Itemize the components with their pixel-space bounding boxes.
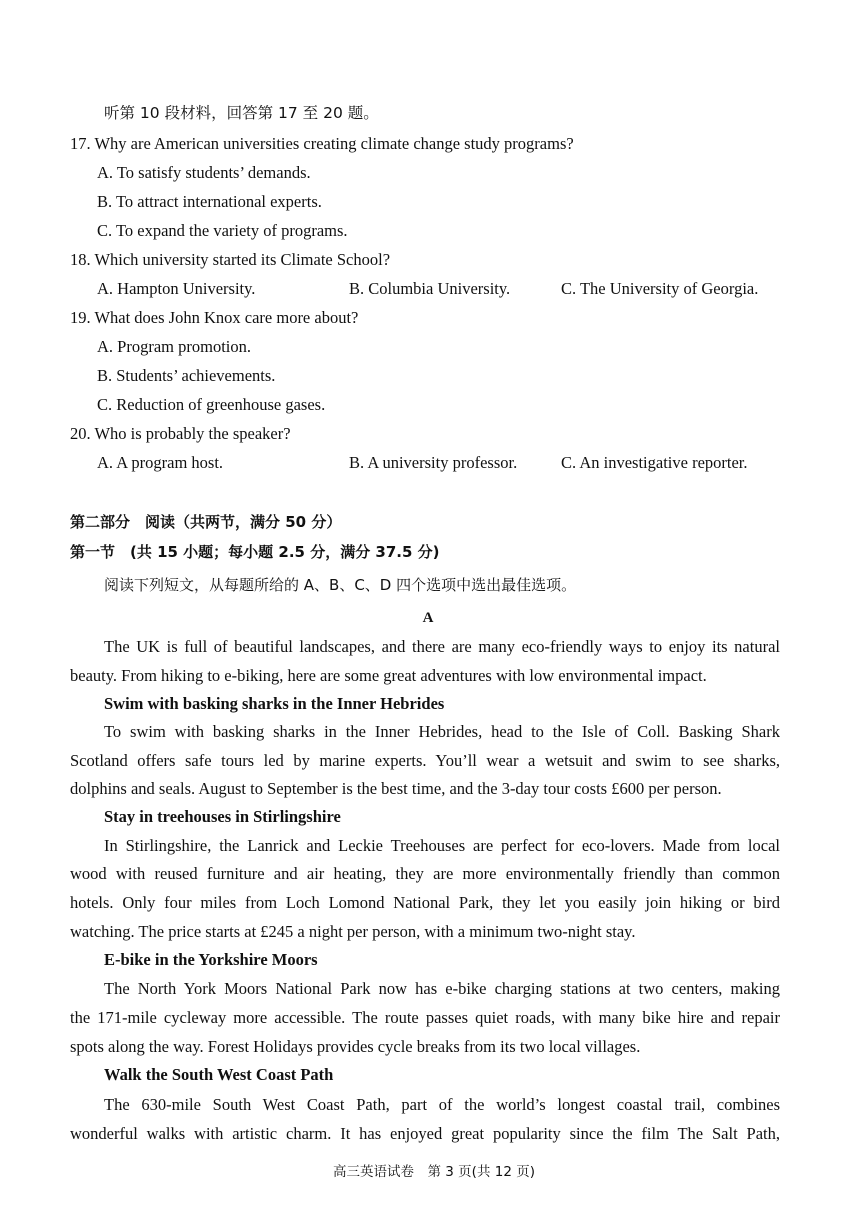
treehouses-line-1: In Stirlingshire, the Lanrick and Leckie Treehouses are perfect for eco-lovers. Made from local xyxy=(104,836,780,855)
question-19-stem: 19. What does John Knox care more about? xyxy=(70,308,359,327)
ebike-line-1: The North York Moors National Park now has e-bike charging stations at two centers, making xyxy=(104,979,780,998)
question-19-option-c: C. Reduction of greenhouse gases. xyxy=(97,395,326,414)
page-footer: 高三英语试卷 第 3 页(共 12 页) xyxy=(333,1164,535,1180)
question-17-stem: 17. Why are American universities creating climate change study programs? xyxy=(70,134,574,153)
section-heading-treehouses: Stay in treehouses in Stirlingshire xyxy=(104,807,341,826)
section-heading-sharks: Swim with basking sharks in the Inner Hebrides xyxy=(104,694,445,713)
question-19-option-a: A. Program promotion. xyxy=(97,337,251,356)
sharks-line-1: To swim with basking sharks in the Inner Hebrides, head to the Isle of Coll. Basking Shark xyxy=(104,722,780,741)
question-18-option-b: B. Columbia University. xyxy=(349,279,511,298)
question-17-option-a: A. To satisfy students’ demands. xyxy=(97,163,311,182)
question-19-option-b: B. Students’ achievements. xyxy=(97,366,276,385)
question-18-option-a: A. Hampton University. xyxy=(97,279,256,298)
section-title: 第一节 (共 15 小题；每小题 2.5 分，满分 37.5 分) xyxy=(70,543,440,561)
section-heading-ebike: E-bike in the Yorkshire Moors xyxy=(104,950,318,969)
ebike-line-2: the 171-mile cycleway more accessible. The route passes quiet roads, with many bike hire and repair xyxy=(70,1008,780,1027)
section-heading-coast-path: Walk the South West Coast Path xyxy=(104,1065,334,1084)
ebike-line-3: spots along the way. Forest Holidays provides cycle breaks from its two local villages. xyxy=(70,1037,641,1056)
question-17-option-c: C. To expand the variety of programs. xyxy=(97,221,348,240)
treehouses-line-4: watching. The price starts at £245 a night per person, with a minimum two-night stay. xyxy=(70,922,636,941)
question-18-option-c: C. The University of Georgia. xyxy=(561,279,759,298)
sharks-line-2: Scotland offers safe tours led by marine experts. You’ll wear a wetsuit and swim to see sharks, xyxy=(70,751,780,770)
question-20-option-c: C. An investigative reporter. xyxy=(561,453,748,472)
question-20-option-b: B. A university professor. xyxy=(349,453,518,472)
coast-path-line-2: wonderful walks with artistic charm. It has enjoyed great popularity since the film The Salt Path, xyxy=(70,1124,780,1143)
intro-line-1: The UK is full of beautiful landscapes, and there are many eco-friendly ways to enjoy its natural xyxy=(104,637,780,656)
intro-line-2: beauty. From hiking to e-biking, here are some great adventures with low environmental impact. xyxy=(70,666,707,685)
treehouses-line-3: hotels. Only four miles from Loch Lomond National Park, they let you easily join hiking or bird xyxy=(70,893,780,912)
passage-letter: A xyxy=(422,610,434,626)
question-20-stem: 20. Who is probably the speaker? xyxy=(70,424,291,443)
question-18-stem: 18. Which university started its Climate School? xyxy=(70,250,391,269)
reading-instruction: 阅读下列短文，从每题所给的 A、B、C、D 四个选项中选出最佳选项。 xyxy=(104,576,577,594)
sharks-line-3: dolphins and seals. August to September is the best time, and the 3-day tour costs £600 per person. xyxy=(70,779,722,798)
treehouses-line-2: wood with reused furniture and air heating, they are more environmentally friendly than common xyxy=(70,864,780,883)
coast-path-line-1: The 630-mile South West Coast Path, part of the world’s longest coastal trail, combines xyxy=(104,1095,780,1114)
question-17-option-b: B. To attract international experts. xyxy=(97,192,322,211)
question-20-option-a: A. A program host. xyxy=(97,453,224,472)
part-title: 第二部分 阅读（共两节，满分 50 分） xyxy=(70,513,342,531)
listening-instruction: 听第 10 段材料，回答第 17 至 20 题。 xyxy=(104,104,379,122)
